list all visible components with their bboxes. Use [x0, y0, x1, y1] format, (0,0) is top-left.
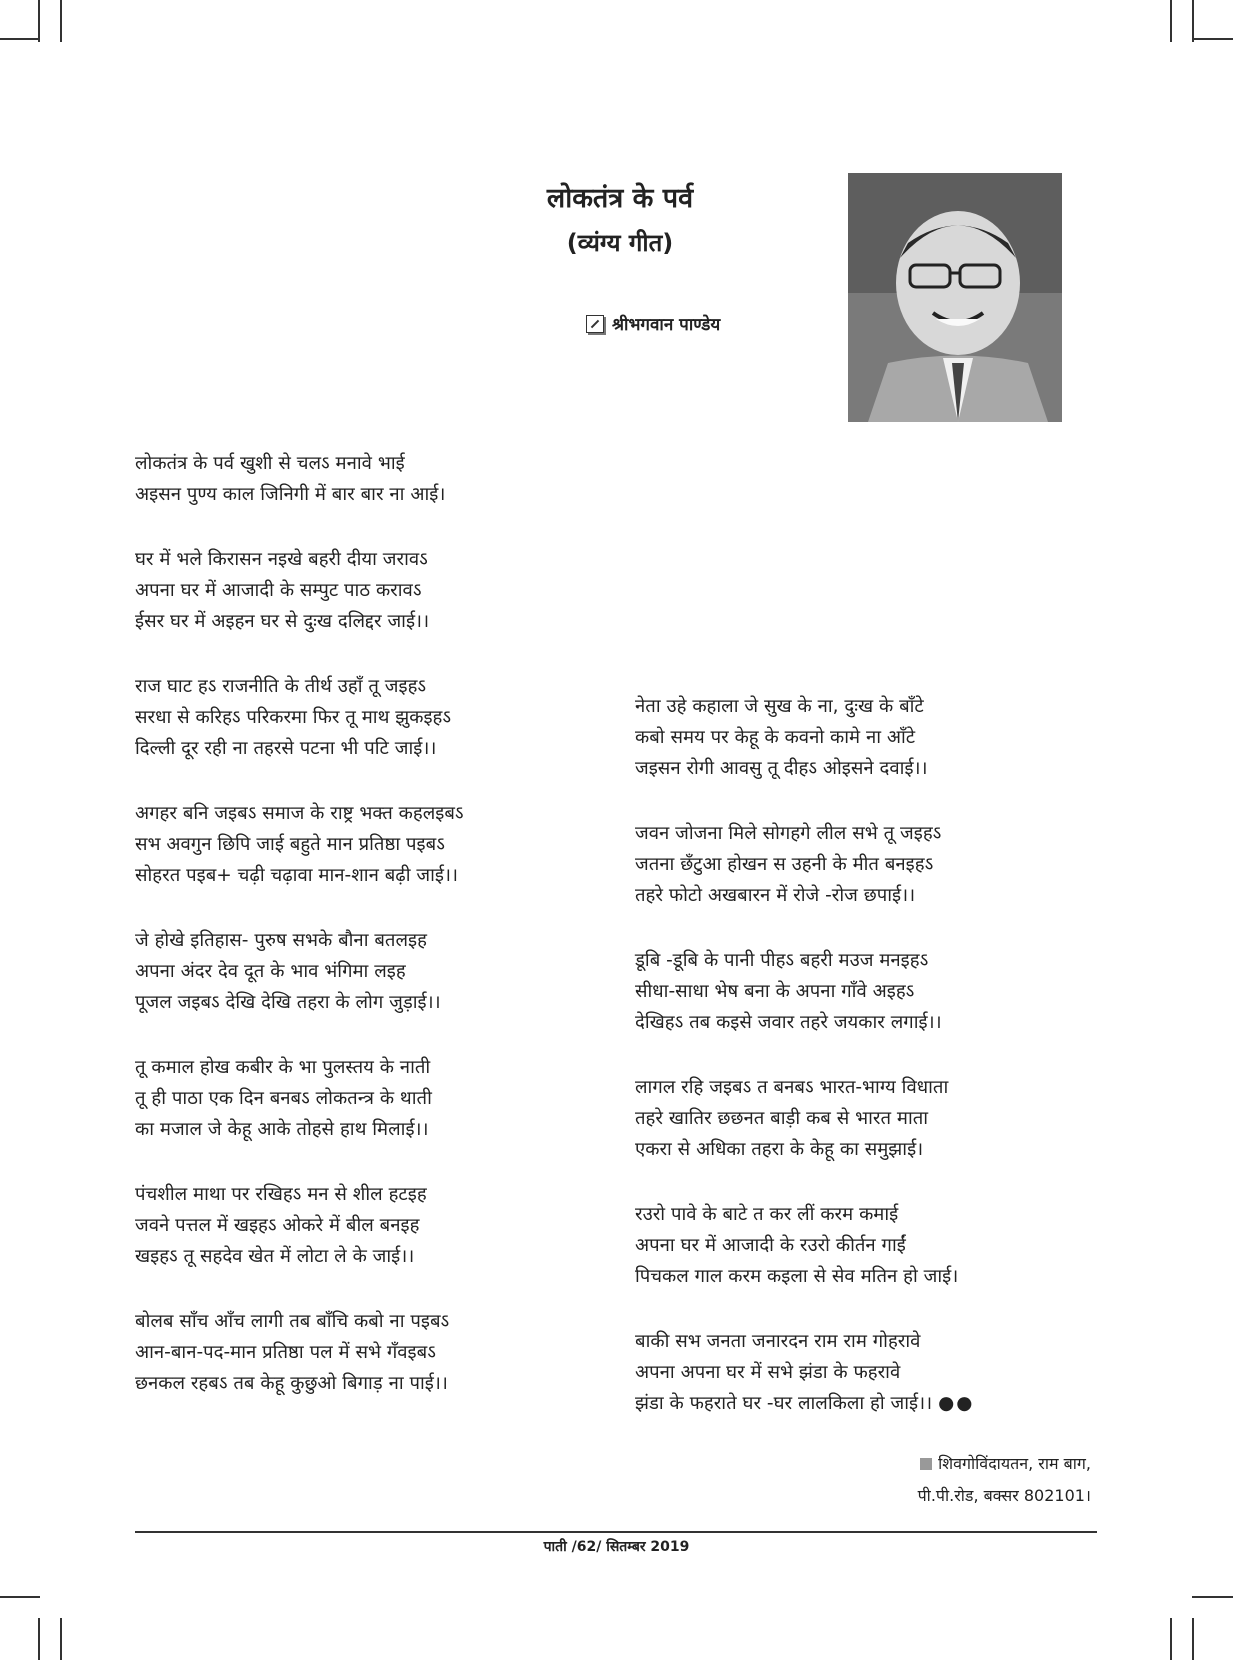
poem-line: सीधा-साधा भेष बना के अपना गाँवे अइहऽ [635, 981, 915, 1002]
poem-column-right [635, 691, 1075, 1453]
poem-line: अपना घर में आजादी के सम्पुट पाठ करावऽ [135, 580, 422, 601]
poem-line: पंचशील माथा पर रखिहऽ मन से शील हटइह [135, 1184, 427, 1205]
poem-line: ईसर घर में अइहन घर से दुःख दलिद्दर जाई।। [135, 611, 430, 632]
stanza [135, 671, 595, 764]
poem-line: रउरो पावे के बाटे त कर लीं करम कमाई [635, 1204, 899, 1225]
poem-line: खइहऽ तू सहदेव खेत में लोटा ले के जाई।। [135, 1246, 415, 1267]
poem-line: सोहरत पइब+ चढ़ी चढ़ावा मान-शान बढ़ी जाई।। [135, 865, 458, 886]
crop-mark [1170, 0, 1172, 42]
poem-line: एकरा से अधिका तहरा के केहू का समुझाई। [635, 1139, 924, 1160]
stanza [135, 448, 595, 510]
crop-mark [60, 0, 62, 42]
stanza [635, 1072, 1075, 1165]
stanza [635, 818, 1075, 911]
poem-line: घर में भले किरासन नइखे बहरी दीया जरावऽ [135, 549, 428, 570]
poem-line: जवने पत्तल में खइहऽ ओकरे में बील बनइह [135, 1215, 420, 1236]
stanza [135, 1052, 595, 1145]
poem-line: लोकतंत्र के पर्व खुशी से चलऽ मनावे भाई [135, 453, 405, 474]
page-subtitle: (व्यंग्य गीत) [566, 229, 674, 257]
stanza [635, 1199, 1075, 1292]
poem-line: कबो समय पर केहू के कवनो कामे ना आँटे [635, 727, 916, 748]
poem-line: अपना अपना घर में सभे झंडा के फहरावे [635, 1362, 901, 1383]
crop-mark [1192, 1618, 1194, 1660]
author-photo [848, 173, 1062, 422]
stanza [135, 1179, 595, 1272]
poem-line: जतना छँटुआ होखन स उहनी के मीत बनइहऽ [635, 854, 934, 875]
square-bullet-icon [920, 1458, 932, 1470]
poem-line: जे होखे इतिहास- पुरुष सभके बौना बतलइह [135, 930, 427, 951]
stanza [635, 945, 1075, 1038]
poem-line: बोलब साँच आँच लागी तब बाँचि कबो ना पइबऽ [135, 1311, 450, 1332]
crop-mark [0, 1596, 40, 1598]
crop-mark [1170, 1618, 1172, 1660]
crop-mark [60, 1618, 62, 1660]
poem-line: तहरे खातिर छछनत बाड़ी कब से भारत माता [635, 1108, 929, 1129]
poem-line: पूजल जइबऽ देखि देखि तहरा के लोग जुड़ाई।। [135, 992, 441, 1013]
author-name: श्रीभगवान पाण्डेय [612, 315, 721, 335]
poem-line: पिचकल गाल करम कइला से सेव मतिन हो जाई। [635, 1266, 959, 1287]
poem-line: छनकल रहबऽ तब केहू कुछुओ बिगाड़ ना पाई।। [135, 1373, 448, 1394]
poem-line: राज घाट हऽ राजनीति के तीर्थ उहाँ तू जइहऽ [135, 676, 427, 697]
poem-line: बाकी सभ जनता जनारदन राम राम गोहरावे [635, 1331, 921, 1352]
poem-line: अपना अंदर देव दूत के भाव भंगिमा लइह [135, 961, 406, 982]
poem-line: जवन जोजना मिले सोगहगे लील सभे तू जइहऽ [635, 823, 942, 844]
poem-line: अगहर बनि जइबऽ समाज के राष्ट्र भक्त कहलइबऽ [135, 803, 464, 824]
poem-line: दिल्ली दूर रही ना तहरसे पटना भी पटि जाई।। [135, 738, 437, 759]
poem-column-left [135, 448, 595, 1433]
page-footer: पाती /62/ सितम्बर 2019 [543, 1539, 690, 1555]
crop-mark [38, 1618, 40, 1660]
stanza [635, 691, 1075, 784]
stanza [135, 925, 595, 1018]
poem-line: का मजाल जे केहू आके तोहसे हाथ मिलाई।। [135, 1119, 429, 1140]
poem-line: सभ अवगुन छिपि जाई बहुते मान प्रतिष्ठा पइबऽ [135, 834, 445, 855]
stanza [635, 1326, 1075, 1419]
pen-icon [586, 315, 604, 333]
poem-line: नेता उहे कहाला जे सुख के ना, दुःख के बाँटे [635, 696, 924, 717]
poem-line: अइसन पुण्य काल जिनिगी में बार बार ना आई। [135, 484, 446, 505]
poem-line: लागल रहि जइबऽ त बनबऽ भारत-भाग्य विधाता [635, 1077, 949, 1098]
poem-line-last [635, 1388, 1075, 1419]
poem-line: तू ही पाठा एक दिन बनबऽ लोकतन्त्र के थाती [135, 1088, 432, 1109]
end-mark: ●● [938, 1393, 975, 1414]
address-line-2: पी.पी.रोड, बक्सर 802101। [917, 1486, 1091, 1505]
author-byline [586, 312, 720, 335]
crop-mark [1192, 38, 1233, 40]
poem-line: सरधा से करिहऽ परिकरमा फिर तू माथ झुकइहऽ [135, 707, 452, 728]
crop-mark [0, 38, 40, 40]
footer-divider [135, 1531, 1097, 1533]
poem-line: आन-बान-पद-मान प्रतिष्ठा पल में सभे गँवइबऽ [135, 1342, 436, 1363]
poem-line-text: झंडा के फहराते घर -घर लालकिला हो जाई।। [635, 1393, 933, 1414]
poem-line: डूबि -डूबि के पानी पीहऽ बहरी मउज मनइहऽ [635, 950, 929, 971]
author-portrait-illustration [848, 173, 1062, 422]
crop-mark [1192, 0, 1194, 42]
poem-line: तहरे फोटो अखबारन में रोजे -रोज छपाई।। [635, 885, 916, 906]
author-address [918, 1448, 1091, 1512]
poem-line: देखिहऽ तब कइसे जवार तहरे जयकार लगाई।। [635, 1012, 942, 1033]
stanza [135, 544, 595, 637]
page-title: लोकतंत्र के पर्व [546, 183, 694, 214]
crop-mark [38, 0, 40, 42]
poem-line: अपना घर में आजादी के रउरो कीर्तन गाईं [635, 1235, 906, 1256]
poem-line: तू कमाल होख कबीर के भा पुलस्तय के नाती [135, 1057, 431, 1078]
stanza [135, 1306, 595, 1399]
stanza [135, 798, 595, 891]
address-line-1: शिवगोविंदायतन, राम बाग, [918, 1448, 1091, 1480]
crop-mark [1192, 1596, 1233, 1598]
poem-line: जइसन रोगी आवसु तू दीहऽ ओइसने दवाई।। [635, 758, 928, 779]
